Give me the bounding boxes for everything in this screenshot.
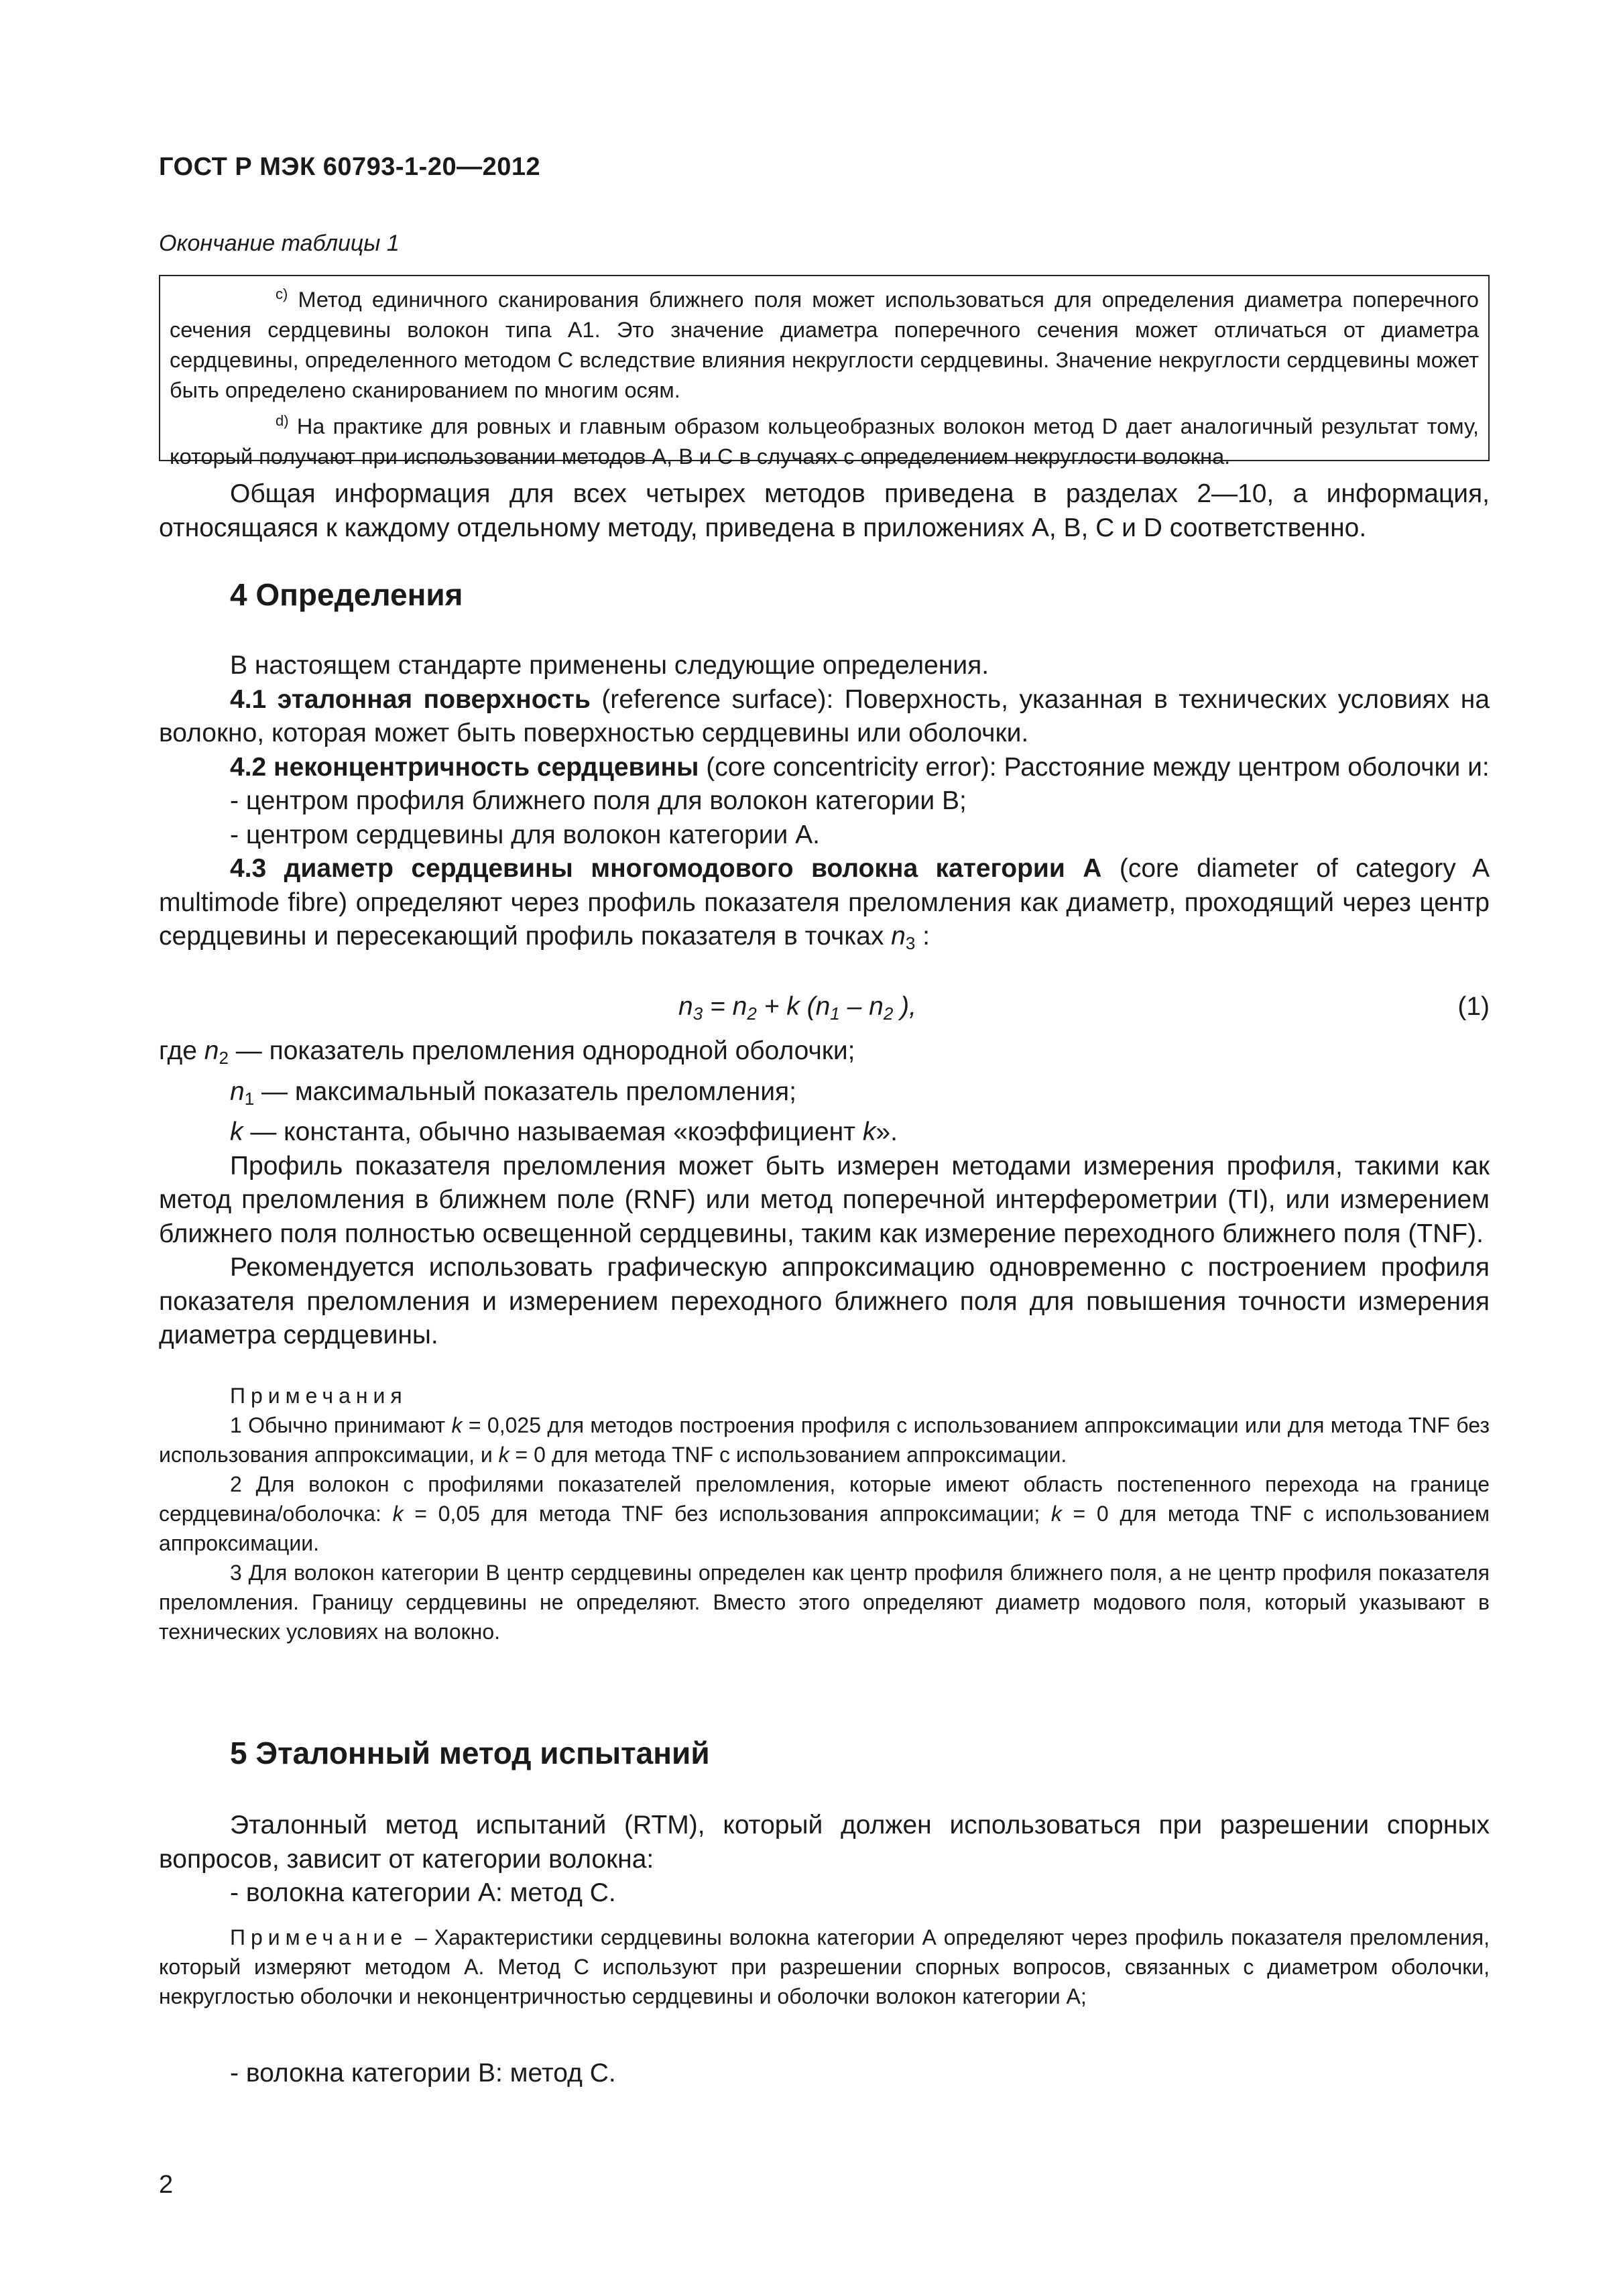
table-caption: Окончание таблицы 1 xyxy=(159,231,400,256)
formula-explanation xyxy=(159,1034,1490,1353)
definition-4-2-item-1: - центром профиля ближнего поля для волокон категории В; xyxy=(230,786,967,815)
footnote-d-mark: d) xyxy=(276,412,289,429)
where-n2: где $n_2$ — показатель преломления однородной оболочки; xyxy=(159,1036,855,1068)
section-5-item-a: - волокна категории А: метод С. xyxy=(230,1878,616,1907)
document-header: ГОСТ Р МЭК 60793-1-20—2012 xyxy=(159,153,541,181)
definition-4-2-item-2: - центром сердцевины для волокон категории А. xyxy=(230,820,820,849)
paragraph-profile: Профиль показателя преломления может быть измерен методами измерения профиля, такими как метод преломления в ближнем поле (RNF) или метод поперечной интерферометрии (TI), или измерением ближнего поля полностью освещенной сердцевины, таким как измерение переходного ближнего поля (TNF). xyxy=(159,1151,1490,1248)
note-1: 1 Обычно принимают k = 0,025 для методов построения профиля с использованием аппроксимации или для метода TNF без использования аппроксимации, и k = 0 для метода TNF с использованием аппроксимации. xyxy=(159,1413,1490,1467)
formula-number: (1) xyxy=(1457,992,1490,1021)
definition-4-2: 4.2 неконцентричность сердцевины (core concentricity error): Расстояние между центром оболочки и: xyxy=(230,752,1490,782)
section-4-title: 4 Определения xyxy=(230,577,463,612)
section-4-body xyxy=(159,649,1490,961)
section-5-body-b xyxy=(159,2057,1490,2091)
definition-4-1: 4.1 эталонная поверхность (reference surface): Поверхность, указанная в технических условиях на волокно, которая может быть поверхностью сердцевины или оболочки. xyxy=(159,684,1490,747)
section-5-title: 5 Эталонный метод испытаний xyxy=(230,1736,710,1770)
section-5-item-b: - волокна категории В: метод С. xyxy=(230,2059,616,2088)
note-label: Примечание xyxy=(230,1925,408,1949)
section-4-intro: В настоящем стандарте применены следующие определения. xyxy=(230,651,989,680)
page-number: 2 xyxy=(159,2171,174,2199)
section-5-note: Примечание – Характеристики сердцевины волокна категории А определяют через профиль показателя преломления, который измеряют методом А. Метод С используют при разрешении спорных вопросов, связанных с диаметром оболочки, некруглостью оболочки и неконцентричностью сердцевины и оболочки волокон категории А; xyxy=(159,1925,1490,2008)
section-5-intro: Эталонный метод испытаний (RTM), который должен использоваться при разрешении спорных вопросов, зависит от категории волокна: xyxy=(159,1811,1490,1874)
formula-1 xyxy=(159,992,1490,1032)
table-footnotes xyxy=(159,275,1490,469)
note-2: 2 Для волокон с профилями показателей преломления, которые имеют область постепенного перехода на границе сердцевина/оболочка: k = 0,05 для метода TNF без использования аппроксимации; k = 0 для метода TNF с использованием аппроксимации. xyxy=(159,1472,1490,1555)
notes-title: Примечания xyxy=(230,1384,408,1408)
footnote-c-mark: c) xyxy=(276,286,288,302)
footnote-c: $^{c)}$ Метод единичного сканирования ближнего поля может использоваться для определения диаметра поперечного сечения сердцевины волокон типа А1. Это значение диаметра поперечного сечения может отличаться от диаметра сердцевины, определенного методом С вследствие влияния некруглости сердцевины. Значение некруглости сердцевины может быть определено сканированием по многим осям. xyxy=(170,286,1479,402)
definition-4-3: 4.3 диаметр сердцевины многомодового волокна категории А (core diameter of category A multimode fibre) определяют через профиль показателя преломления как диаметр, проходящий через центр сердцевины и пересекающий профиль показателя в точках $n_3$ : xyxy=(159,854,1490,953)
paragraph-recommend: Рекомендуется использовать графическую аппроксимацию одновременно с построением профиля показателя преломления и измерением переходного ближнего поля для повышения точности измерения диаметра сердцевины. xyxy=(159,1253,1490,1349)
where-k: k — константа, обычно называемая «коэффициент k». xyxy=(230,1117,898,1146)
formula-expression: $n_3 = n_2 + k$ ($n_1 - n_2$ ), xyxy=(678,992,916,1024)
general-info: Общая информация для всех четырех методов приведена в разделах 2—10, а информация, относящаяся к каждому отдельному методу, приведена в приложениях А, В, С и D соответственно. xyxy=(159,479,1490,542)
where-n1: $n_1$ — максимальный показатель преломления; xyxy=(230,1077,796,1109)
note-3: 3 Для волокон категории В центр сердцевины определен как центр профиля ближнего поля, а не центр профиля показателя преломления. Границу сердцевины не определяют. Вместо этого определяют диаметр модового поля, который указывают в технических условиях на волокно. xyxy=(159,1561,1490,1644)
footnote-d: $^{d)}$ На практике для ровных и главным образом кольцеобразных волокон метод D дает аналогичный результат тому, который получают при использовании методов А, В и С в случаях с определением некруглости волокна. xyxy=(170,412,1479,469)
section-5-body xyxy=(159,1809,1490,1911)
section-4-notes xyxy=(159,1381,1490,1646)
